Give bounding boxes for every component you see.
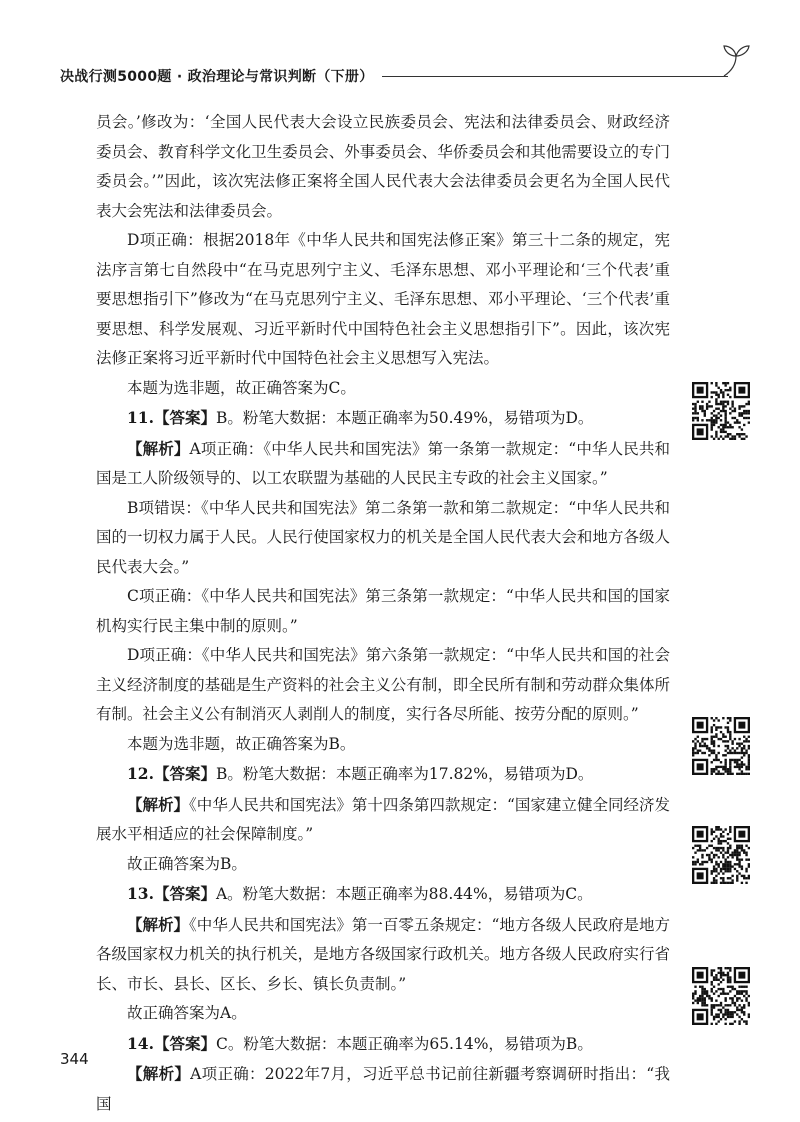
book-title: 决战行测5000题 · 政治理论与常识判断（下册） [60,69,374,85]
answer-line-14: 14.【答案】C。粉笔大数据：本题正确率为65.14%，易错项为B。 [127,1033,593,1053]
answer-line-11: 11.【答案】B。粉笔大数据：本题正确率为50.49%，易错项为D。 [127,408,594,427]
qr-code-icon[interactable] [692,826,750,884]
paragraph: 本题为选非题，故正确答案为B。 [127,734,356,753]
header-rule [382,76,728,77]
paragraph: 本题为选非题，故正确答案为C。 [127,378,356,397]
paragraph: B项错误：《中华人民共和国宪法》第二条第一款和第二款规定：“中华人民共和国的一切权力属于人民。人民行使国家权力的机关是全国人民代表大会和地方各级人民代表大会。” [96,498,670,576]
analysis-13: 【解析】《中华人民共和国宪法》第一百零五条规定：“地方各级人民政府是地方各级国家权力机关的执行机关，是地方各级国家行政机关。地方各级人民政府实行省长、市长、县长、区长、乡长、镇长负责制。” [96,914,670,993]
answer-line-12: 12.【答案】B。粉笔大数据：本题正确率为17.82%，易错项为D。 [127,764,594,783]
qr-code-icon[interactable] [692,967,750,1025]
paragraph: 故正确答案为B。 [127,854,247,873]
paragraph: 员会。’修改为：‘全国人民代表大会设立民族委员会、宪法和法律委员会、财政经济委员会、教育科学文化卫生委员会、外事委员会、华侨委员会和其他需要设立的专门委员会。’”因此，该次宪法修正案将全国人民代表大会法律委员会更名为全国人民代表大会宪法和法律委员会。 [96,113,670,220]
analysis-12: 【解析】《中华人民共和国宪法》第十四条第四款规定：“国家建立健全同经济发展水平相适应的社会保障制度。” [96,794,670,843]
answer-line-13: 13.【答案】A。粉笔大数据：本题正确率为88.44%，易错项为C。 [127,884,593,903]
page-body [96,108,670,1119]
qr-code-icon[interactable] [692,717,750,775]
qr-code-icon[interactable] [692,382,750,440]
analysis-11: 【解析】A项正确：《中华人民共和国宪法》第一条第一款规定：“中华人民共和国是工人阶级领导的、以工农联盟为基础的人民民主专政的社会主义国家。” [96,438,670,487]
paragraph: C项正确：《中华人民共和国宪法》第三条第一款规定：“中华人民共和国的国家机构实行民主集中制的原则。” [96,587,670,635]
paragraph: D项正确：《中华人民共和国宪法》第六条第一款规定：“中华人民共和国的社会主义经济制度的基础是生产资料的社会主义公有制，即全民所有制和劳动群众集体所有制。社会主义公有制消灭人剥削人的制度，实行各尽所能、按劳分配的原则。” [96,646,670,723]
paragraph: 故正确答案为A。 [127,1004,247,1022]
paragraph: D项正确：根据2018年《中华人民共和国宪法修正案》第三十二条的规定，宪法序言第七自然段中“在马克思列宁主义、毛泽东思想、邓小平理论和‘三个代表’重要思想指引下”修改为“在马克思列宁主义、毛泽东思想、邓小平理论、‘三个代表’重要思想、科学发展观、习近平新时代中国特色社会主义思想指引下”。因此，该次宪法修正案将习近平新时代中国特色社会主义思想写入宪法。 [96,231,670,367]
page-number: 344 [60,1050,89,1068]
running-header [60,62,750,92]
sprout-icon [720,42,750,78]
analysis-14: 【解析】A项正确：2022年7月，习近平总书记前往新疆考察调研时指出：“我国 [96,1064,670,1113]
